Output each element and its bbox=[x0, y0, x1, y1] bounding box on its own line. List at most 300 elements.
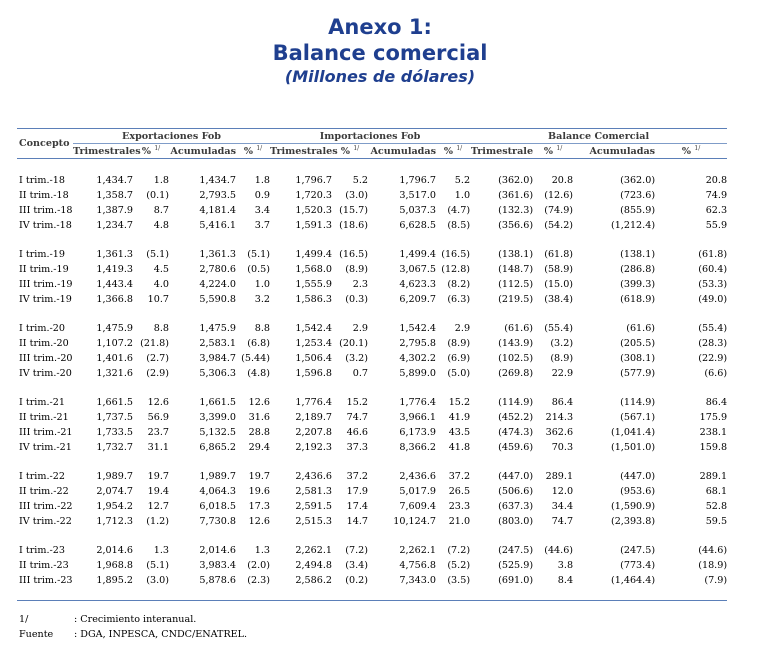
table-row bbox=[17, 336, 727, 351]
value-cell: 1,776.4 bbox=[295, 397, 333, 408]
value-cell: (247.5) bbox=[498, 545, 534, 556]
value-cell: (618.9) bbox=[620, 294, 656, 305]
period-label: III trim.-19 bbox=[19, 279, 73, 290]
value-cell: 52.8 bbox=[705, 501, 728, 512]
value-cell: 15.2 bbox=[448, 397, 471, 408]
value-cell: (16.5) bbox=[441, 249, 471, 260]
value-cell: 5,017.9 bbox=[399, 486, 437, 497]
spacer-row bbox=[17, 588, 727, 601]
spacer-cell bbox=[17, 381, 727, 395]
value-cell: (247.5) bbox=[620, 545, 656, 556]
spacer-row bbox=[17, 381, 727, 395]
spacer-cell bbox=[17, 455, 727, 469]
period-label: III trim.-20 bbox=[19, 353, 73, 364]
value-cell: 5,306.3 bbox=[199, 368, 236, 379]
value-cell: (637.3) bbox=[498, 501, 534, 512]
value-cell: 1,107.2 bbox=[96, 338, 133, 349]
value-cell: (459.6) bbox=[498, 442, 534, 453]
value-cell: 2,436.6 bbox=[399, 471, 437, 482]
subheader-label: Acumuladas bbox=[370, 145, 437, 157]
value-cell: 5,037.3 bbox=[399, 205, 437, 216]
period-label: I trim.-19 bbox=[19, 249, 65, 260]
table-row bbox=[17, 395, 727, 410]
period-label: I trim.-23 bbox=[19, 545, 65, 556]
table-row bbox=[17, 277, 727, 292]
value-cell: 1,895.2 bbox=[96, 575, 133, 586]
value-cell: (22.9) bbox=[698, 353, 728, 364]
period-label: I trim.-22 bbox=[19, 471, 65, 482]
value-cell: 238.1 bbox=[699, 427, 728, 438]
value-cell: (114.9) bbox=[498, 397, 534, 408]
value-cell: 2,014.6 bbox=[199, 545, 236, 556]
spacer-row bbox=[17, 529, 727, 543]
value-cell: 6,628.5 bbox=[399, 220, 437, 231]
value-cell: (773.4) bbox=[620, 560, 656, 571]
value-cell: (1.2) bbox=[146, 516, 169, 527]
value-cell: 1.0 bbox=[254, 279, 271, 290]
value-cell: 6,173.9 bbox=[399, 427, 437, 438]
period-label: II trim.-19 bbox=[19, 264, 69, 275]
value-cell: 56.9 bbox=[147, 412, 169, 423]
period-label: III trim.-22 bbox=[19, 501, 73, 512]
note-key: Fuente bbox=[19, 629, 54, 640]
trade-balance-table bbox=[17, 128, 727, 601]
value-cell: 1.0 bbox=[454, 190, 471, 201]
spacer-row bbox=[17, 159, 727, 174]
value-cell: (2.0) bbox=[247, 560, 271, 571]
value-cell: 8,366.2 bbox=[399, 442, 437, 453]
value-cell: 1,737.5 bbox=[96, 412, 133, 423]
value-cell: (18.6) bbox=[339, 220, 369, 231]
table-row bbox=[17, 543, 727, 558]
value-cell: (219.5) bbox=[498, 294, 534, 305]
table-row bbox=[17, 247, 727, 262]
value-cell: (21.8) bbox=[140, 338, 169, 349]
period-label: IV trim.-22 bbox=[19, 516, 72, 527]
footnote-mark: 1/ bbox=[154, 144, 161, 152]
value-cell: 41.9 bbox=[448, 412, 471, 423]
value-cell: 3,067.5 bbox=[399, 264, 437, 275]
value-cell: 62.3 bbox=[705, 205, 728, 216]
period-label: II trim.-20 bbox=[19, 338, 69, 349]
table-title: Balance comercial bbox=[272, 41, 488, 65]
value-cell: (855.9) bbox=[620, 205, 656, 216]
value-cell: 1,419.3 bbox=[96, 264, 133, 275]
subheader-label: % bbox=[243, 145, 253, 157]
value-cell: (803.0) bbox=[498, 516, 534, 527]
value-cell: (3.0) bbox=[345, 190, 369, 201]
value-cell: (61.8) bbox=[544, 249, 574, 260]
value-subheader bbox=[573, 144, 655, 159]
value-cell: 6,865.2 bbox=[199, 442, 236, 453]
value-cell: (55.4) bbox=[698, 323, 728, 334]
value-cell: (148.7) bbox=[498, 264, 534, 275]
value-cell: (3.0) bbox=[146, 575, 169, 586]
value-cell: 1,366.8 bbox=[96, 294, 133, 305]
spacer-cell bbox=[17, 529, 727, 543]
table-row bbox=[17, 573, 727, 588]
table-row bbox=[17, 188, 727, 203]
value-cell: 1,358.7 bbox=[96, 190, 133, 201]
value-cell: (114.9) bbox=[620, 397, 656, 408]
value-cell: 19.7 bbox=[147, 471, 169, 482]
value-cell: (1,041.4) bbox=[610, 427, 656, 438]
footnote-mark: 1/ bbox=[456, 144, 463, 152]
value-cell: 8.7 bbox=[153, 205, 169, 216]
value-cell: 46.6 bbox=[346, 427, 369, 438]
value-cell: 23.3 bbox=[448, 501, 471, 512]
value-cell: (143.9) bbox=[498, 338, 534, 349]
value-cell: (53.3) bbox=[698, 279, 728, 290]
value-cell: 7,609.4 bbox=[399, 501, 437, 512]
value-cell: 31.6 bbox=[248, 412, 271, 423]
value-cell: 74.7 bbox=[346, 412, 369, 423]
table-row bbox=[17, 321, 727, 336]
value-cell: (3.5) bbox=[447, 575, 471, 586]
value-subheader bbox=[470, 144, 533, 159]
period-label: III trim.-18 bbox=[19, 205, 73, 216]
footnote-mark: 1/ bbox=[694, 144, 701, 152]
value-cell: 8.4 bbox=[557, 575, 574, 586]
note-line bbox=[19, 627, 247, 642]
value-cell: (362.0) bbox=[620, 175, 656, 186]
value-cell: 1,776.4 bbox=[399, 397, 437, 408]
value-cell: (60.4) bbox=[698, 264, 728, 275]
exports-group-header: Exportaciones Fob bbox=[73, 129, 270, 144]
value-cell: 1,989.7 bbox=[96, 471, 133, 482]
footnote-mark: 1/ bbox=[353, 144, 360, 152]
value-cell: 1,733.5 bbox=[96, 427, 133, 438]
value-cell: (8.9) bbox=[550, 353, 574, 364]
value-cell: 4,756.8 bbox=[399, 560, 437, 571]
concept-header: Concepto bbox=[17, 129, 73, 159]
value-cell: (447.0) bbox=[620, 471, 656, 482]
table-row bbox=[17, 425, 727, 440]
value-subheader bbox=[368, 144, 436, 159]
value-cell: 1,499.4 bbox=[399, 249, 437, 260]
value-cell: (399.3) bbox=[620, 279, 656, 290]
spacer-row bbox=[17, 233, 727, 247]
value-cell: 5,878.6 bbox=[199, 575, 236, 586]
value-cell: (2.9) bbox=[146, 368, 169, 379]
subheader-label: % bbox=[681, 145, 692, 157]
value-cell: 2,581.3 bbox=[295, 486, 333, 497]
value-cell: 3.7 bbox=[254, 220, 271, 231]
value-cell: (567.1) bbox=[620, 412, 656, 423]
value-cell: 5,132.5 bbox=[199, 427, 236, 438]
value-cell: 1.3 bbox=[254, 545, 271, 556]
value-cell: 12.7 bbox=[147, 501, 169, 512]
value-cell: 2,494.8 bbox=[295, 560, 333, 571]
table-row bbox=[17, 514, 727, 529]
value-cell: 1,475.9 bbox=[96, 323, 133, 334]
annex-title: Anexo 1: bbox=[328, 15, 432, 39]
value-cell: (44.6) bbox=[544, 545, 574, 556]
value-cell: 2,793.5 bbox=[199, 190, 236, 201]
value-cell: 22.9 bbox=[551, 368, 574, 379]
value-subheader bbox=[169, 144, 236, 159]
spacer-cell bbox=[17, 233, 727, 247]
value-cell: 289.1 bbox=[699, 471, 728, 482]
value-cell: 2,436.6 bbox=[295, 471, 333, 482]
value-cell: 2,014.6 bbox=[96, 545, 133, 556]
value-cell: 10,124.7 bbox=[393, 516, 437, 527]
value-cell: (49.0) bbox=[698, 294, 728, 305]
value-cell: 1,542.4 bbox=[295, 323, 333, 334]
value-cell: (8.9) bbox=[345, 264, 369, 275]
value-cell: 37.2 bbox=[346, 471, 369, 482]
value-cell: 31.1 bbox=[147, 442, 169, 453]
period-label: II trim.-21 bbox=[19, 412, 69, 423]
value-cell: (15.7) bbox=[339, 205, 369, 216]
note-key: 1/ bbox=[19, 614, 29, 625]
value-cell: 37.3 bbox=[346, 442, 369, 453]
subheader-label: % bbox=[543, 145, 554, 157]
value-cell: 6,018.5 bbox=[199, 501, 236, 512]
value-cell: (74.9) bbox=[544, 205, 574, 216]
subheader-label: % bbox=[340, 145, 350, 157]
value-cell: 4,064.3 bbox=[199, 486, 236, 497]
table-row bbox=[17, 410, 727, 425]
subheader-label: Acumuladas bbox=[589, 145, 656, 157]
value-cell: (6.9) bbox=[447, 353, 471, 364]
subheader-label: Acumuladas bbox=[170, 145, 236, 157]
value-cell: 3,517.0 bbox=[399, 190, 437, 201]
value-cell: 2,583.1 bbox=[199, 338, 236, 349]
value-cell: 20.8 bbox=[551, 175, 574, 186]
pct-subheader bbox=[655, 144, 727, 159]
spacer-row bbox=[17, 455, 727, 469]
value-cell: 20.8 bbox=[705, 175, 728, 186]
value-cell: 19.4 bbox=[147, 486, 169, 497]
value-cell: 1,506.4 bbox=[295, 353, 333, 364]
value-cell: (953.6) bbox=[620, 486, 656, 497]
group-header-row bbox=[17, 129, 727, 144]
value-cell: 37.2 bbox=[448, 471, 471, 482]
pct-subheader bbox=[436, 144, 470, 159]
value-cell: 12.6 bbox=[147, 397, 169, 408]
value-cell: 26.5 bbox=[448, 486, 471, 497]
value-cell: (44.6) bbox=[698, 545, 728, 556]
value-cell: 214.3 bbox=[545, 412, 574, 423]
note-text: : DGA, INPESCA, CNDC/ENATREL. bbox=[74, 629, 248, 640]
value-cell: (1,212.4) bbox=[610, 220, 656, 231]
value-cell: 1,434.7 bbox=[96, 175, 133, 186]
value-cell: (12.6) bbox=[544, 190, 574, 201]
value-cell: (61.8) bbox=[698, 249, 728, 260]
value-cell: 159.8 bbox=[699, 442, 728, 453]
value-cell: 3.8 bbox=[557, 560, 574, 571]
spacer-cell bbox=[17, 307, 727, 321]
value-cell: (12.8) bbox=[441, 264, 471, 275]
value-cell: (5.0) bbox=[447, 368, 471, 379]
value-cell: 1,568.0 bbox=[295, 264, 333, 275]
value-cell: (361.6) bbox=[498, 190, 534, 201]
subheader-label: Trimestrales bbox=[73, 145, 141, 157]
value-cell: 59.5 bbox=[705, 516, 728, 527]
value-cell: 1,499.4 bbox=[295, 249, 333, 260]
value-cell: 29.4 bbox=[248, 442, 271, 453]
value-cell: 4,181.4 bbox=[199, 205, 236, 216]
value-cell: 8.8 bbox=[254, 323, 271, 334]
value-cell: (506.6) bbox=[498, 486, 534, 497]
value-cell: 1,720.3 bbox=[295, 190, 333, 201]
period-label: IV trim.-20 bbox=[19, 368, 72, 379]
footnotes bbox=[19, 612, 247, 642]
value-cell: 175.9 bbox=[699, 412, 728, 423]
value-cell: (474.3) bbox=[498, 427, 534, 438]
imports-group-header: Importaciones Fob bbox=[270, 129, 470, 144]
value-cell: 2,189.7 bbox=[295, 412, 333, 423]
value-cell: 1,555.9 bbox=[295, 279, 333, 290]
value-cell: (132.3) bbox=[498, 205, 534, 216]
value-cell: (61.6) bbox=[504, 323, 534, 334]
value-cell: 1,361.3 bbox=[96, 249, 133, 260]
value-cell: 4.8 bbox=[153, 220, 169, 231]
value-cell: 2,074.7 bbox=[96, 486, 133, 497]
value-cell: 1,596.8 bbox=[295, 368, 333, 379]
value-cell: 1,542.4 bbox=[399, 323, 437, 334]
value-cell: 1,712.3 bbox=[96, 516, 133, 527]
note-text: : Crecimiento interanual. bbox=[74, 614, 197, 625]
value-cell: 8.8 bbox=[153, 323, 169, 334]
table-row bbox=[17, 218, 727, 233]
value-cell: 4,302.2 bbox=[399, 353, 437, 364]
value-cell: 1,361.3 bbox=[199, 249, 236, 260]
value-cell: 1.3 bbox=[153, 545, 169, 556]
value-cell: 1,954.2 bbox=[96, 501, 133, 512]
value-cell: 2,515.3 bbox=[295, 516, 333, 527]
value-cell: (20.1) bbox=[339, 338, 369, 349]
value-cell: (8.2) bbox=[447, 279, 471, 290]
value-cell: 1,591.3 bbox=[295, 220, 333, 231]
subheader-row bbox=[17, 144, 727, 159]
value-cell: (5.1) bbox=[247, 249, 271, 260]
table-row bbox=[17, 484, 727, 499]
value-cell: 1,234.7 bbox=[96, 220, 133, 231]
value-cell: (5.44) bbox=[241, 353, 271, 364]
value-cell: 4.0 bbox=[153, 279, 169, 290]
value-cell: (6.3) bbox=[447, 294, 471, 305]
value-cell: 1,796.7 bbox=[399, 175, 437, 186]
table-row bbox=[17, 203, 727, 218]
period-label: II trim.-18 bbox=[19, 190, 69, 201]
value-cell: (5.2) bbox=[447, 560, 471, 571]
value-cell: (691.0) bbox=[498, 575, 534, 586]
subheader-label: Trimestrale bbox=[470, 145, 534, 157]
value-cell: 17.9 bbox=[346, 486, 369, 497]
footnote-mark: 1/ bbox=[556, 144, 563, 152]
value-subheader bbox=[270, 144, 338, 159]
value-cell: 2,262.1 bbox=[295, 545, 333, 556]
value-cell: (577.9) bbox=[620, 368, 656, 379]
value-cell: 1,321.6 bbox=[96, 368, 133, 379]
value-cell: 4,224.0 bbox=[199, 279, 236, 290]
footnote-mark: 1/ bbox=[256, 144, 263, 152]
value-cell: (18.9) bbox=[698, 560, 728, 571]
value-cell: 5,590.8 bbox=[199, 294, 236, 305]
value-cell: (356.6) bbox=[498, 220, 534, 231]
value-cell: (2,393.8) bbox=[610, 516, 656, 527]
value-cell: 17.4 bbox=[346, 501, 369, 512]
value-cell: 2,591.5 bbox=[295, 501, 333, 512]
table-body bbox=[17, 159, 727, 601]
value-cell: (138.1) bbox=[498, 249, 534, 260]
value-cell: (2.3) bbox=[247, 575, 271, 586]
value-cell: 2,780.6 bbox=[199, 264, 236, 275]
value-cell: (3.2) bbox=[550, 338, 574, 349]
value-cell: 68.1 bbox=[705, 486, 728, 497]
value-cell: 1,387.9 bbox=[96, 205, 133, 216]
value-cell: (8.9) bbox=[447, 338, 471, 349]
subheader-label: % bbox=[443, 145, 453, 157]
value-cell: 12.6 bbox=[248, 516, 271, 527]
value-cell: 1,796.7 bbox=[295, 175, 333, 186]
value-cell: 2.9 bbox=[454, 323, 471, 334]
value-cell: 1,475.9 bbox=[199, 323, 236, 334]
value-cell: 70.3 bbox=[551, 442, 574, 453]
subheader-label: % bbox=[141, 145, 151, 157]
value-cell: 19.7 bbox=[248, 471, 271, 482]
value-cell: 1,661.5 bbox=[96, 397, 133, 408]
value-cell: 4,623.3 bbox=[399, 279, 437, 290]
pct-subheader bbox=[236, 144, 270, 159]
table-row bbox=[17, 173, 727, 188]
value-cell: (5.1) bbox=[146, 249, 169, 260]
table-row bbox=[17, 469, 727, 484]
value-cell: (362.0) bbox=[498, 175, 534, 186]
value-cell: 12.0 bbox=[551, 486, 574, 497]
value-cell: 1,443.4 bbox=[96, 279, 133, 290]
value-cell: (38.4) bbox=[544, 294, 574, 305]
value-cell: (6.6) bbox=[704, 368, 728, 379]
value-cell: 1,989.7 bbox=[199, 471, 236, 482]
value-cell: (102.5) bbox=[498, 353, 534, 364]
value-cell: 55.9 bbox=[705, 220, 728, 231]
value-cell: (4.8) bbox=[247, 368, 271, 379]
note-line bbox=[19, 612, 247, 627]
value-cell: 2,192.3 bbox=[295, 442, 333, 453]
value-cell: 1,434.7 bbox=[199, 175, 236, 186]
value-cell: 1,253.4 bbox=[295, 338, 333, 349]
value-cell: (55.4) bbox=[544, 323, 574, 334]
value-cell: 23.7 bbox=[147, 427, 169, 438]
value-cell: 2,207.8 bbox=[295, 427, 333, 438]
value-cell: 17.3 bbox=[248, 501, 271, 512]
table-row bbox=[17, 440, 727, 455]
value-cell: 1.8 bbox=[254, 175, 271, 186]
period-label: IV trim.-19 bbox=[19, 294, 72, 305]
value-cell: (1,590.9) bbox=[610, 501, 656, 512]
value-cell: (447.0) bbox=[498, 471, 534, 482]
value-cell: 3,984.7 bbox=[199, 353, 236, 364]
value-cell: 2,586.2 bbox=[295, 575, 333, 586]
value-cell: (138.1) bbox=[620, 249, 656, 260]
value-cell: (16.5) bbox=[339, 249, 369, 260]
period-label: I trim.-20 bbox=[19, 323, 65, 334]
value-cell: 19.6 bbox=[248, 486, 271, 497]
title-block bbox=[0, 14, 760, 88]
period-label: III trim.-21 bbox=[19, 427, 73, 438]
value-cell: (0.2) bbox=[345, 575, 369, 586]
period-label: IV trim.-21 bbox=[19, 442, 72, 453]
value-cell: (54.2) bbox=[544, 220, 574, 231]
balance-group-header: Balance Comercial bbox=[470, 129, 727, 144]
value-cell: (723.6) bbox=[620, 190, 656, 201]
value-cell: (5.1) bbox=[146, 560, 169, 571]
value-cell: 1,968.8 bbox=[96, 560, 133, 571]
value-cell: (2.7) bbox=[146, 353, 169, 364]
